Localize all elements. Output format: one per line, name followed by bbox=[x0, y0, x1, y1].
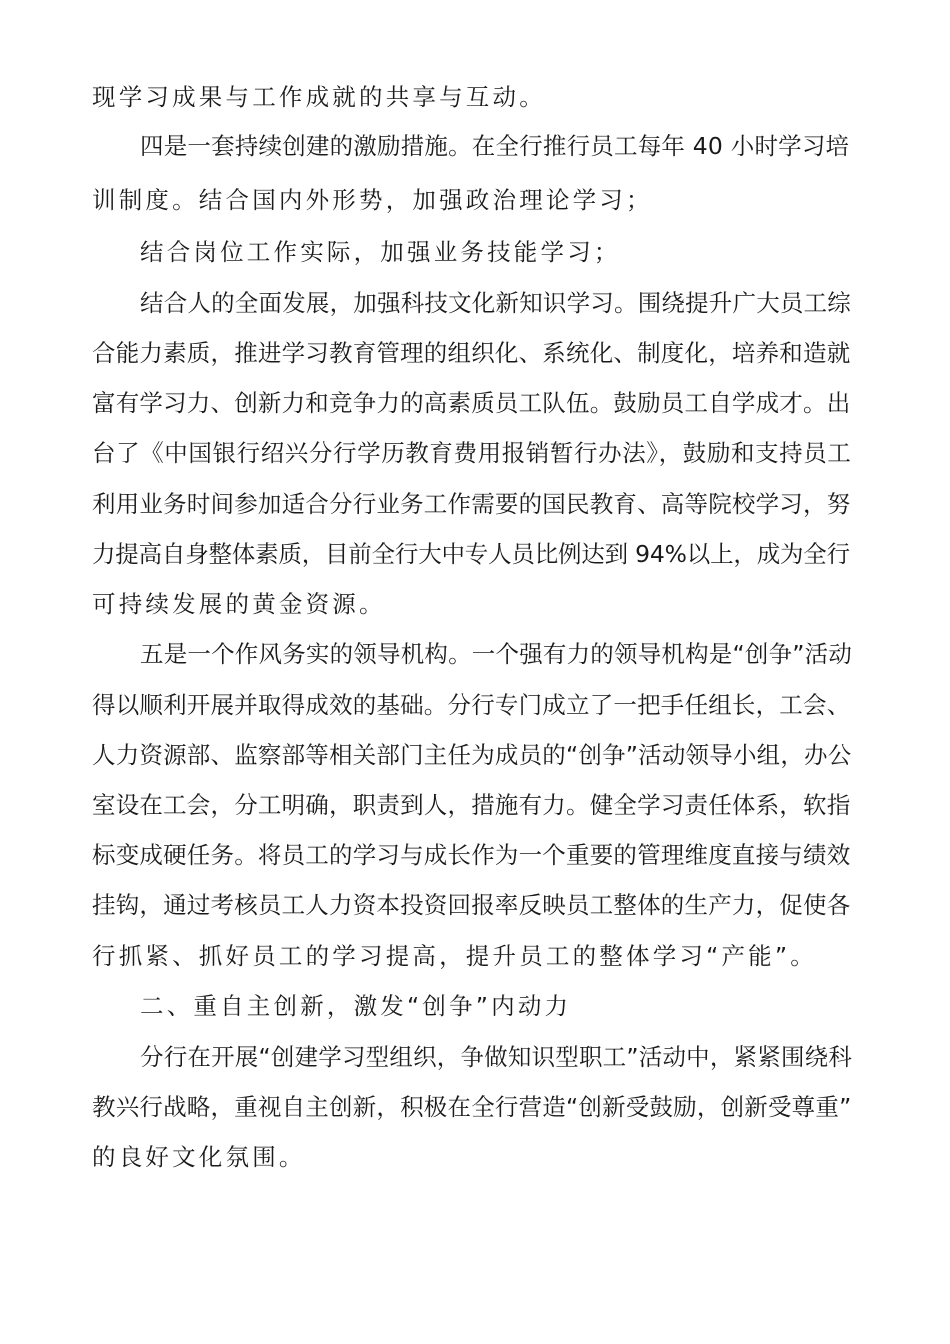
text-line: 利用业务时间参加适合分行业务工作需要的国民教育、高等院校学习，努 bbox=[92, 490, 851, 518]
text-line: 富有学习力、创新力和竞争力的高素质员工队伍。鼓励员工自学成才。出 bbox=[92, 389, 851, 417]
section-heading: 二、重自主创新，激发“创争”内动力 bbox=[140, 992, 572, 1020]
text-line: 教兴行战略，重视自主创新，积极在全行营造“创新受鼓励，创新受尊重” bbox=[92, 1093, 852, 1121]
text-line: 台了《中国银行绍兴分行学历教育费用报销暂行办法》，鼓励和支持员工 bbox=[92, 439, 852, 467]
text-line: 四是一套持续创建的激励措施。在全行推行员工每年 40 小时学习培 bbox=[140, 132, 850, 160]
text-line: 的良好文化氛围。 bbox=[92, 1143, 306, 1171]
text-line: 结合人的全面发展，加强科技文化新知识学习。围绕提升广大员工综 bbox=[140, 289, 851, 317]
text-line: 行抓紧、抓好员工的学习提高，提升员工的整体学习“产能”。 bbox=[92, 942, 817, 970]
text-line: 五是一个作风务实的领导机构。一个强有力的领导机构是“创争”活动 bbox=[140, 640, 853, 668]
text-line: 标变成硬任务。将员工的学习与成长作为一个重要的管理维度直接与绩效 bbox=[92, 841, 851, 869]
text-line: 现学习成果与工作成就的共享与互动。 bbox=[92, 83, 546, 111]
text-line: 室设在工会，分工明确，职责到人，措施有力。健全学习责任体系，软指 bbox=[92, 791, 851, 819]
text-line: 挂钩，通过考核员工人力资本投资回报率反映员工整体的生产力，促使各 bbox=[92, 891, 851, 919]
text-line: 分行在开展“创建学习型组织，争做知识型职工”活动中，紧紧围绕科 bbox=[140, 1043, 853, 1071]
text-line: 得以顺利开展并取得成效的基础。分行专门成立了一把手任组长，工会、 bbox=[92, 691, 851, 719]
text-line: 可持续发展的黄金资源。 bbox=[92, 590, 386, 618]
text-line: 人力资源部、监察部等相关部门主任为成员的“创争”活动领导小组，办公 bbox=[92, 741, 852, 769]
text-line: 合能力素质，推进学习教育管理的组织化、系统化、制度化，培养和造就 bbox=[92, 339, 851, 367]
text-line: 结合岗位工作实际，加强业务技能学习； bbox=[140, 238, 621, 266]
text-line: 力提高自身整体素质，目前全行大中专人员比例达到 94%以上，成为全行 bbox=[92, 540, 850, 568]
text-line: 训制度。结合国内外形势，加强政治理论学习； bbox=[92, 186, 653, 214]
